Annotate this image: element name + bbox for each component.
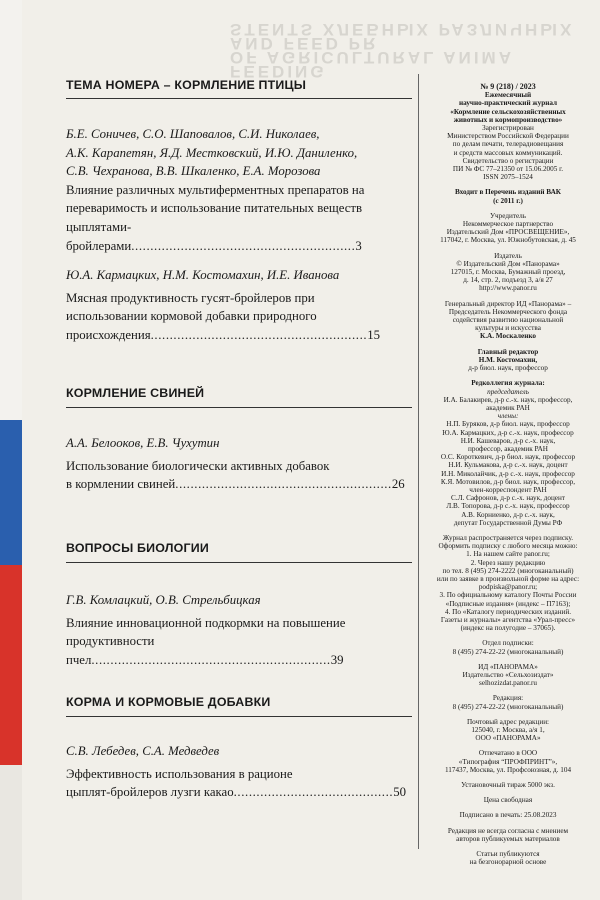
flag-white-stripe	[0, 0, 22, 420]
toc-entry[interactable]	[66, 591, 412, 669]
toc-entry[interactable]	[66, 125, 412, 255]
issue-number: № 9 (218) / 2023	[480, 82, 536, 91]
page-number: 3	[355, 238, 362, 253]
website-link[interactable]: http://www.panor.ru	[479, 284, 537, 293]
bleed-through-heading: FEEDING OF AGRICULTURAL ANIMA AND FEED PR STENTS ХЛЕБНЫХ РАЗЛИЧНЫХ	[230, 20, 575, 81]
toc-entry[interactable]	[66, 266, 412, 344]
entry-title: Влияние инновационной подкормки на повышение продуктивности пчел...............................................................39	[66, 615, 346, 667]
flag-blue-stripe	[0, 420, 22, 565]
section-heading: КОРМА И КОРМОВЫЕ ДОБАВКИ	[66, 695, 271, 709]
entry-title: Эффективность использования в рационе цыплят-бройлеров лузги какао..........................................50	[66, 766, 406, 800]
page-number: 50	[393, 785, 406, 800]
section-heading: КОРМЛЕНИЕ СВИНЕЙ	[66, 386, 205, 400]
section-rule	[66, 562, 412, 563]
section-rule	[66, 407, 412, 408]
entry-title: Использование биологически активных добавок в кормлении свиней.........................................................26	[66, 458, 405, 492]
page-number: 39	[330, 652, 344, 667]
section-heading: ТЕМА НОМЕРА – КОРМЛЕНИЕ ПТИЦЫ	[66, 78, 307, 92]
section-heading: ВОПРОСЫ БИОЛОГИИ	[66, 541, 209, 555]
toc-entry[interactable]	[66, 742, 412, 802]
entry-title: Влияние различных мультиферментных препаратов на переваримость и использование питательных веществ цыплятами-бройлерами...........................................................3	[66, 182, 365, 253]
column-divider	[418, 74, 419, 849]
section-rule	[66, 716, 412, 717]
toc-entry[interactable]	[66, 434, 412, 494]
entry-authors: С.В. Лебедев, С.А. Медведев	[66, 744, 220, 758]
entry-authors: Г.В. Комлацкий, О.В. Стрельбицкая	[66, 593, 261, 607]
imprint-column: № 9 (218) / 2023 Ежемесячный научно-практический журнал «Кормление сельскохозяйственных животных и кормопроизводство» Зарегистрирован Министерством Российской Федерации по делам печати, телерадиовещания и средств массовых коммуникаций. Свидетельство о регистрации ПИ № ФС 77–21350 от 15.06.2005 г. ISSN 2075–1524 Входит в Перечень изданий ВАК (с 2011 г.) Учредитель Некоммерческое партнерство Издательский Дом «ПРОСВЕЩЕНИЕ», 117042, г. Москва, ул. Южнобутовская, д. 45 Издатель © Издательский Дом «Панорама» 127015, г. Москва, Бумажный проезд, д. 14, стр. 2, подъезд 3, а/я 27 http://www.panor.ru Генеральный директор ИД «Панорама» – Председатель Некоммерческого фонда содействия развитию национальной культуры и искусства К.А. Москаленко Главный редактор Н.М. Костомахин, д-р биол. наук, профессор Редколлегия журнала: председатель И.А. Балакирев, д-р с.-х. наук, профессор, академик РАН члены: Н.П. Буряков, д-р биол. наук, профессор Ю.А. Кармацких, д-р с.-х. наук, профессор Н.И. Кашеваров, д-р с.-х. наук, профессор, академик РАН О.С. Короткевич, д-р биол. наук, профессор Н.И. Кульмакова, д-р с.-х. наук, доцент И.Н. Миколайчик, д-р с.-х. наук, профессор К.Я. Мотовилов, д-р биол. наук, профессор, член-корреспондент РАН С.Л. Сафронов, д-р с.-х. наук, доцент Л.В. Топорова, д-р с.-х. наук, профессор А.В. Корниенко, д-р с.-х. наук, депутат Государственной Думы РФ Журнал распространяется через подписку. Оформить подписку с любого месяца можно: 1. На нашем сайте panor.ru; 2. Через нашу редакцию по тел. 8 (495) 274-2222 (многоканальный) или по заявке в произвольной форме на адрес: podpiska@panor.ru; 3. По официальному каталогу Почты России «Подписные издания» (индекс – П7163); 4. По «Каталогу периодических изданий. Газеты и журналы» агентства «Урал-пресс» (индекс на полугодие – 37065). Отдел подписки: 8 (495) 274-22-22 (многоканальный) ИД «ПАНОРАМА» Издательство «Сельхозиздат» selhozizdat.panor.ru Редакция: 8 (495) 274-22-22 (многоканальный) Почтовый адрес редакции: 125040, г. Москва, а/я 1, ООО «ПАНОРАМА» Отпечатано в ООО «Типография “ПРОФПРИНТ”», 117437, Москва, ул. Профсоюзная, д. 104 Установочный тираж 5000 экз. Цена свободная Подписано в печать: 25.08.2023 Редакция не всегда согласна с мнением авторов публикуемых материалов Статьи публикуются на безгонорарной основе	[423, 83, 593, 866]
entry-authors: Ю.А. Кармацких, Н.М. Костомахин, И.Е. Иванова	[66, 268, 340, 282]
entry-title: Мясная продуктивность гусят-бройлеров при использовании кормовой добавки природного происхождения.........................................................15	[66, 290, 380, 342]
page-number: 15	[367, 327, 380, 342]
section-rule	[66, 98, 412, 99]
flag-red-stripe	[0, 565, 22, 765]
publisher-site-link[interactable]: selhozizdat.panor.ru	[479, 679, 537, 688]
vak-note: Входит в Перечень изданий ВАК	[454, 188, 562, 197]
entry-authors: А.А. Белооков, Е.В. Чухутин	[66, 436, 220, 450]
page-number: 26	[391, 477, 405, 492]
page-edge	[0, 765, 22, 900]
entry-authors: Б.Е. Соничев, С.О. Шаповалов, С.И. Николаев, А.К. Карапетян, Я.Д. Местковский, И.Ю. Даниленко, С.В. Чехранова, В.В. Шкаленко, Е.А. Морозова	[66, 127, 358, 179]
subscription-email[interactable]: podpiska@panor.ru;	[478, 583, 538, 592]
